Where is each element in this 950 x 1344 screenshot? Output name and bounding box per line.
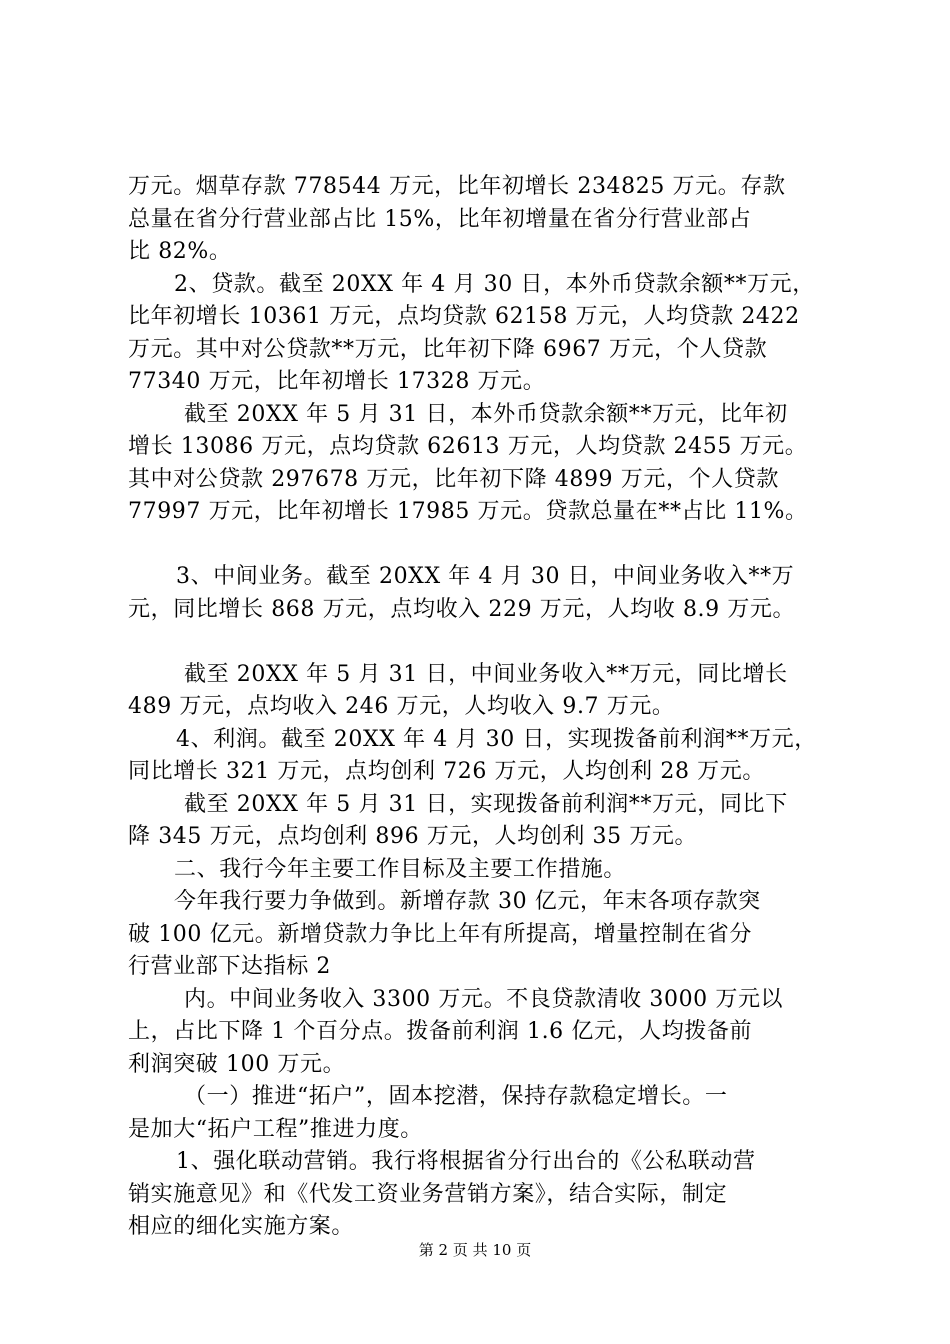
text-line: 二、我行今年主要工作目标及主要工作措施。 (174, 856, 627, 882)
text-line: 万元。其中对公贷款**万元，比年初下降 6967 万元，个人贷款 (128, 336, 768, 362)
text-line: 破 100 亿元。新增贷款力争比上年有所提高，增量控制在省分 (128, 921, 752, 947)
text-line: 截至 20XX 年 5 月 31 日，本外币贷款余额**万元，比年初 (184, 401, 788, 427)
text-line: 降 345 万元，点均创利 896 万元，人均创利 35 万元。 (128, 824, 698, 849)
document-body (128, 171, 828, 1244)
text-line: 同比增长 321 万元，点均创利 726 万元，人均创利 28 万元。 (128, 759, 765, 784)
text-line: 元，同比增长 868 万元，点均收入 229 万元，人均收 8.9 万元。 (128, 596, 796, 622)
text-line: 增长 13086 万元，点均贷款 62613 万元，人均贷款 2455 万元。 (128, 434, 808, 459)
text-line: 3、中间业务。截至 20XX 年 4 月 30 日，中间业务收入**万 (176, 564, 795, 589)
text-line (128, 529, 828, 562)
text-line: 相应的细化实施方案。 (128, 1214, 355, 1239)
text-line: 比 82%。 (128, 239, 232, 264)
text-line: 万元。烟草存款 778544 万元，比年初增长 234825 万元。存款 (128, 174, 786, 199)
text-line: 销实施意见》和《代发工资业务营销方案》，结合实际，制定 (128, 1181, 728, 1207)
text-line: 77997 万元，比年初增长 17985 万元。贷款总量在**占比 11%。 (128, 499, 808, 524)
text-line: 截至 20XX 年 5 月 31 日，实现拨备前利润**万元，同比下 (184, 791, 788, 817)
text-line: 行营业部下达指标 2 (128, 954, 331, 979)
text-line: 4、利润。截至 20XX 年 4 月 30 日，实现拨备前利润**万元， (176, 726, 817, 752)
text-line: 利润突破 100 万元。 (128, 1051, 346, 1077)
text-line: 上，占比下降 1 个百分点。拨备前利润 1.6 亿元，人均拨备前 (128, 1019, 753, 1044)
text-line: 489 万元，点均收入 246 万元，人均收入 9.7 万元。 (128, 694, 675, 719)
text-line: 比年初增长 10361 万元，点均贷款 62158 万元，人均贷款 2422 (128, 304, 800, 329)
text-line: 其中对公贷款 297678 万元，比年初下降 4899 万元，个人贷款 (128, 466, 779, 492)
text-line: 2、贷款。截至 20XX 年 4 月 30 日，本外币贷款余额**万元， (174, 271, 815, 297)
page-footer: 第 2 页 共 10 页 (418, 1241, 532, 1259)
text-line: （一）推进“拓户”，固本挖潜，保持存款稳定增长。一 (184, 1084, 728, 1109)
text-line: 77340 万元，比年初增长 17328 万元。 (128, 369, 546, 394)
text-line: 是加大“拓户工程”推进力度。 (128, 1116, 423, 1142)
text-line: 1、强化联动营销。我行将根据省分行出台的《公私联动营 (176, 1149, 756, 1174)
text-line (128, 626, 828, 659)
text-line: 总量在省分行营业部占比 15%，比年初增量在省分行营业部占 (128, 206, 752, 232)
text-line: 截至 20XX 年 5 月 31 日，中间业务收入**万元，同比增长 (184, 661, 788, 687)
text-line: 今年我行要力争做到。新增存款 30 亿元，年末各项存款突 (174, 889, 761, 914)
text-line: 内。中间业务收入 3300 万元。不良贷款清收 3000 万元以 (184, 986, 784, 1012)
